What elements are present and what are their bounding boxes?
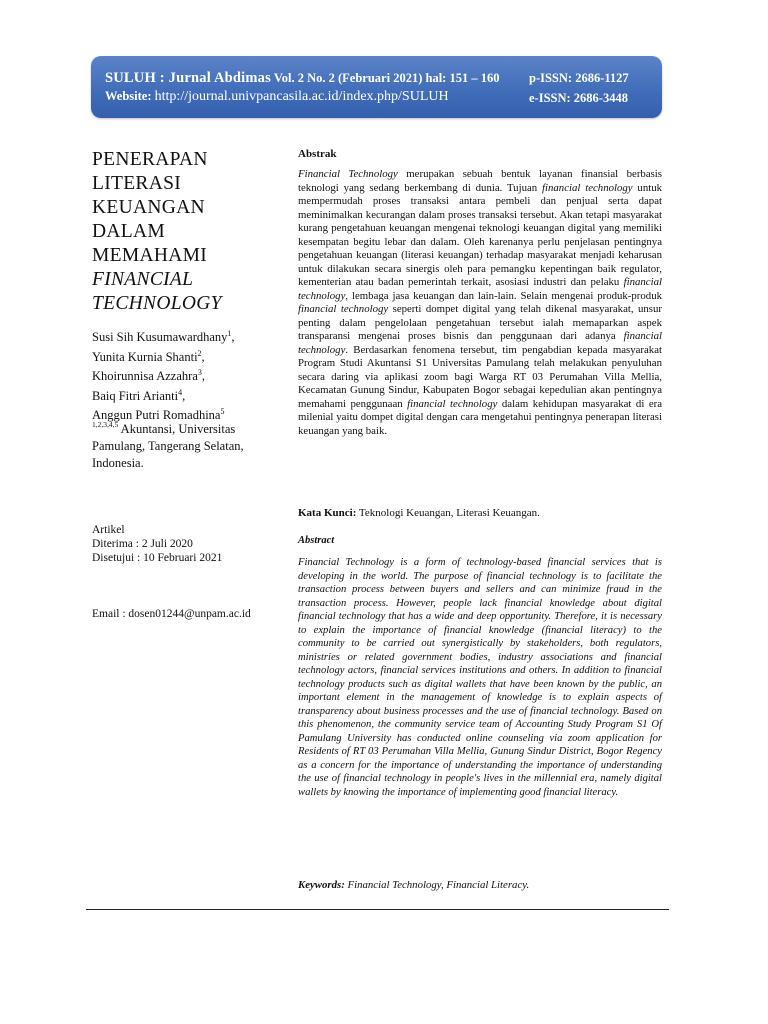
received-date: Diterima : 2 Juli 2020 (92, 538, 193, 551)
keywords: Keywords: Financial Technology, Financial Literacy. (298, 879, 530, 891)
journal-website-line (105, 89, 628, 105)
italic-term: financial technology (407, 397, 498, 410)
keywords-label: Keywords (298, 879, 342, 891)
title-line-italic: FINANCIAL (92, 269, 194, 290)
italic-term: financial technology (542, 181, 633, 194)
kata-kunci-label: Kata Kunci: (298, 507, 357, 519)
affiliation-text: Akuntansi, Universitas Pamulang, Tangerang Selatan, Indonesia. (92, 422, 244, 470)
abstrak-text: untuk mempermudah proses transaksi antara pembeli dan penjual serta dapat meminimalkan kecurangan dalam proses transaksi tersebut. Akan tetapi masyarakat kurang pengetahuan keuangan mengenai teknologi keuangan digital yang memiliki kesempatan begitu lebar dan dalam. Oleh karenanya perlu penjelasan pentingnya pengetahuan keuangan (literasi keuangan) terhadap masyarakat menjadi keharusan untuk dilakukan secara sinergis oleh para pemangku kepentingan baik regulator, kementerian atau badan pemerintah terkait, asosiasi industri dan pelaku (298, 181, 663, 288)
author: Yunita Kurnia Shanti$^2$, (92, 348, 205, 364)
title-line: KEUANGAN (92, 197, 205, 218)
journal-name: SULUH : Jurnal Abdimas (105, 70, 271, 86)
article-info (92, 523, 272, 566)
title-line-italic: TECHNOLOGY (92, 293, 222, 314)
article-label: Artikel (92, 524, 125, 536)
keywords-text: Financial Technology, Financial Literacy. (344, 879, 530, 891)
author: Anggun Putri Romadhina$^5$ (92, 407, 225, 423)
kata-kunci (298, 507, 662, 519)
accepted-date: Disetujui : 10 Februari 2021 (92, 552, 223, 565)
abstrak-text: merupakan sebuah bentuk layanan finansial berbasis teknologi yang sedang berkembang di dunia. Tujuan (298, 168, 663, 194)
italic-term: Financial Technology (298, 168, 398, 180)
journal-header-banner (91, 56, 662, 118)
title-line: DALAM (92, 221, 165, 242)
affiliation (92, 416, 272, 472)
contact-email: Email : dosen01244@unpam.ac.id (92, 608, 251, 620)
abstrak-text: seperti dompet digital yang telah dikenal masyarakat, unsur penting dalam pengelolaan pengetahuan tersebut ialah memaparkan aspek transparansi mengenai proses bisnis dan penggunaan dari adanya (298, 303, 662, 342)
journal-info-line (105, 70, 629, 87)
author-list (92, 326, 292, 424)
title-line: LITERASI (92, 173, 182, 194)
journal-volume: Vol. 2 No. 2 (Februari 2021) hal: 151 – 160 (273, 71, 500, 85)
right-column (298, 148, 663, 891)
author: Baiq Fitri Arianti$^4$, (92, 387, 186, 403)
e-issn: e-ISSN: 2686-3448 (529, 91, 628, 105)
title-line: PENERAPAN (92, 149, 208, 170)
left-column (92, 148, 272, 620)
affiliation-marks: 1,2,3,4,5 (92, 420, 119, 429)
website-label: Website: (105, 89, 152, 103)
abstrak-body (298, 168, 662, 438)
italic-term: financial technology (298, 303, 389, 315)
p-issn: p-ISSN: 2686-1127 (529, 71, 629, 85)
author: Khoirunnisa Azzahra$^3$, (92, 368, 205, 384)
journal-url-link[interactable]: http://journal.univpancasila.ac.id/index.php/SULUH (154, 89, 449, 104)
footer-divider (86, 909, 669, 910)
italic-term: financial technology (298, 330, 662, 356)
abstrak-text: , lembaga jasa keuangan dan lain-lain. Selain mengenai produk-produk (345, 289, 662, 302)
abstract-heading: Abstract (298, 535, 335, 546)
kata-kunci-text: Teknologi Keuangan, Literasi Keuangan. (356, 507, 540, 519)
abstrak-heading: Abstrak (298, 148, 337, 160)
title-line: MEMAHAMI (92, 245, 208, 266)
italic-term: financial technology (298, 276, 662, 302)
abstrak-text: . Berdasarkan fenomena tersebut, tim pengabdian kepada masyarakat Program Studi Akuntansi S1 Universitas Pamulang telah melakukan penyuluhan secara daring via aplikasi zoom bagi Warga RT 03 Perumahan Villa Mellia, Kecamatan Gunung Sindur, Kabupaten Bogor sebagai kepedulian akan pentingnya memahami penggunaan (298, 343, 662, 410)
author: Susi Sih Kusumawardhany$^1$, (92, 329, 235, 345)
abstrak-text: dalam kehidupan masyarakat di era milenial yaitu dompet digital dengan cara mengetahui pentingnya penerapan literasi keuangan yang baik. (298, 397, 663, 437)
abstract-body: Financial Technology is a form of technology-based financial services that is developing in the world. The purpose of financial technology is to facilitate the transaction process between buyers and sellers and can minimize fraud in the transaction process. However, people lack financial knowledge about digital financial technology that has a wide and deep opportunity. Therefore, it is necessary to explain the importance of financial knowledge (financial literacy) to the community to be carried out synergistically by stakeholders, both regulators, ministries or related government bodies, industry associations and financial technology actors, financial services institutions and others. In addition to financial technology products such as digital wallets that have been known by the public, an important element in the management of knowledge is to explain aspects of transparency about business processes and the use of financial technology. Based on this phenomenon, the community service team of Accounting Study Program S1 Of Pamulang University has conducted online counseling via zoom application for Residents of RT 03 Perumahan Villa Mellia, Gunung Sindur District, Bogor Regency as a concern for the importance of understanding the importance of understanding the use of financial technology in people's lives in the millennial era, namely digital wallets by knowing the importance of implementing good financial literacy. (298, 557, 662, 798)
article-title (92, 148, 272, 316)
